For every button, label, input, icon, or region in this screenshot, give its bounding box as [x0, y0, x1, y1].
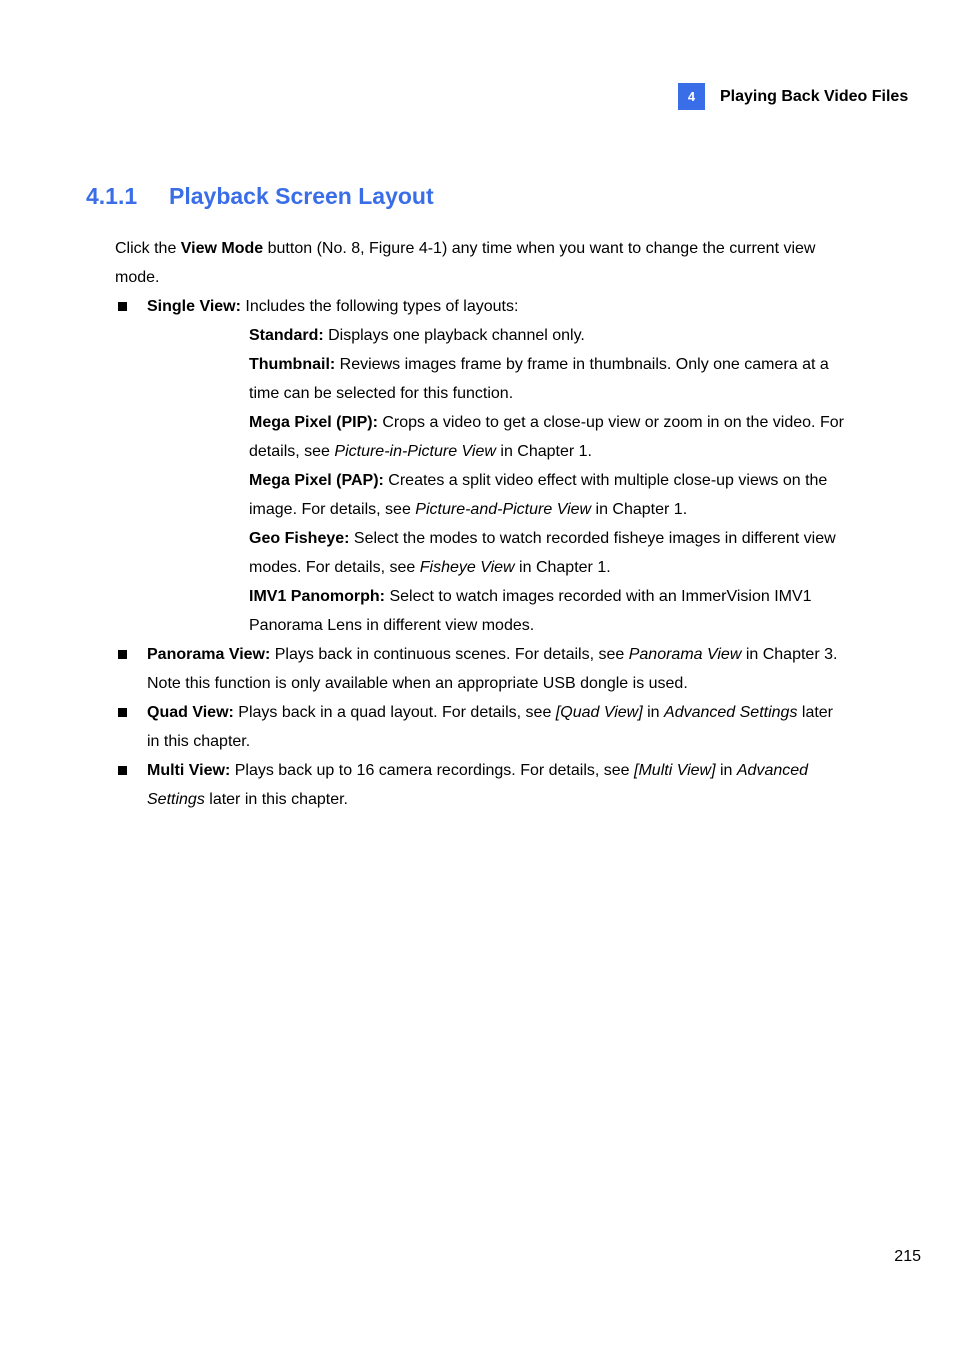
reference-link: [Quad View]: [555, 704, 643, 721]
reference-link: Picture-and-Picture View: [415, 501, 592, 518]
layout-thumbnail: Thumbnail: Reviews images frame by frame in thumbnails. Only one camera at a time can be selected for this function.: [249, 356, 829, 402]
layout-mega-pixel-pip: Mega Pixel (PIP): Crops a video to get a close-up view or zoom in on the video. For details, see Picture-in-Picture View in Chapter 1.: [249, 414, 844, 460]
section-number: 4.1.1: [86, 183, 138, 209]
reference-link: Panorama View: [628, 646, 742, 663]
bullet-quad-view: Quad View: Plays back in a quad layout. For details, see [Quad View] in Advanced Settings later in this chapter.: [115, 698, 845, 756]
section-title: Playback Screen Layout: [169, 183, 434, 209]
bullet-label: Panorama View:: [147, 646, 271, 663]
layout-imv1-panomorph: IMV1 Panomorph: Select to watch images recorded with an ImmerVision IMV1 Panorama Lens in different view modes.: [249, 588, 812, 634]
reference-link: Advanced Settings: [664, 704, 798, 721]
bullet-multi-view: Multi View: Plays back up to 16 camera recordings. For details, see [Multi View] in Advanced Settings later in this chapter.: [115, 756, 845, 814]
chapter-title: Playing Back Video Files: [720, 87, 909, 105]
reference-link: Advanced Settings: [147, 762, 809, 808]
layout-standard: Standard: Displays one playback channel only.: [249, 327, 585, 344]
bullet-label: Multi View:: [147, 762, 231, 779]
chapter-number-badge: 4: [678, 83, 705, 110]
reference-link: Picture-in-Picture View: [334, 443, 496, 460]
reference-link: Fisheye View: [419, 559, 515, 576]
layout-geo-fisheye: Geo Fisheye: Select the modes to watch recorded fisheye images in different view modes. For details, see Fisheye View in Chapter 1.: [249, 530, 836, 576]
body-content: [115, 234, 845, 814]
reference-link: [Multi View]: [634, 762, 716, 779]
section-heading: [86, 183, 434, 210]
bullet-panorama-view: Panorama View: Plays back in continuous scenes. For details, see Panorama View in Chapter 3. Note this function is only available when an appropriate USB dongle is used.: [115, 640, 845, 698]
bullet-single-view: Single View: Includes the following types of layouts:: [115, 292, 845, 321]
chapter-header: [678, 83, 908, 110]
view-mode-term: View Mode: [180, 240, 264, 257]
intro-paragraph: Click the View Mode button (No. 8, Figure 4-1) any time when you want to change the current view mode.: [115, 240, 816, 286]
bullet-label: Quad View:: [147, 704, 234, 721]
layout-mega-pixel-pap: Mega Pixel (PAP): Creates a split video effect with multiple close-up views on the image. For details, see Picture-and-Picture View in Chapter 1.: [249, 472, 828, 518]
bullet-label: Single View:: [147, 298, 241, 315]
page-number: 215: [894, 1248, 921, 1265]
